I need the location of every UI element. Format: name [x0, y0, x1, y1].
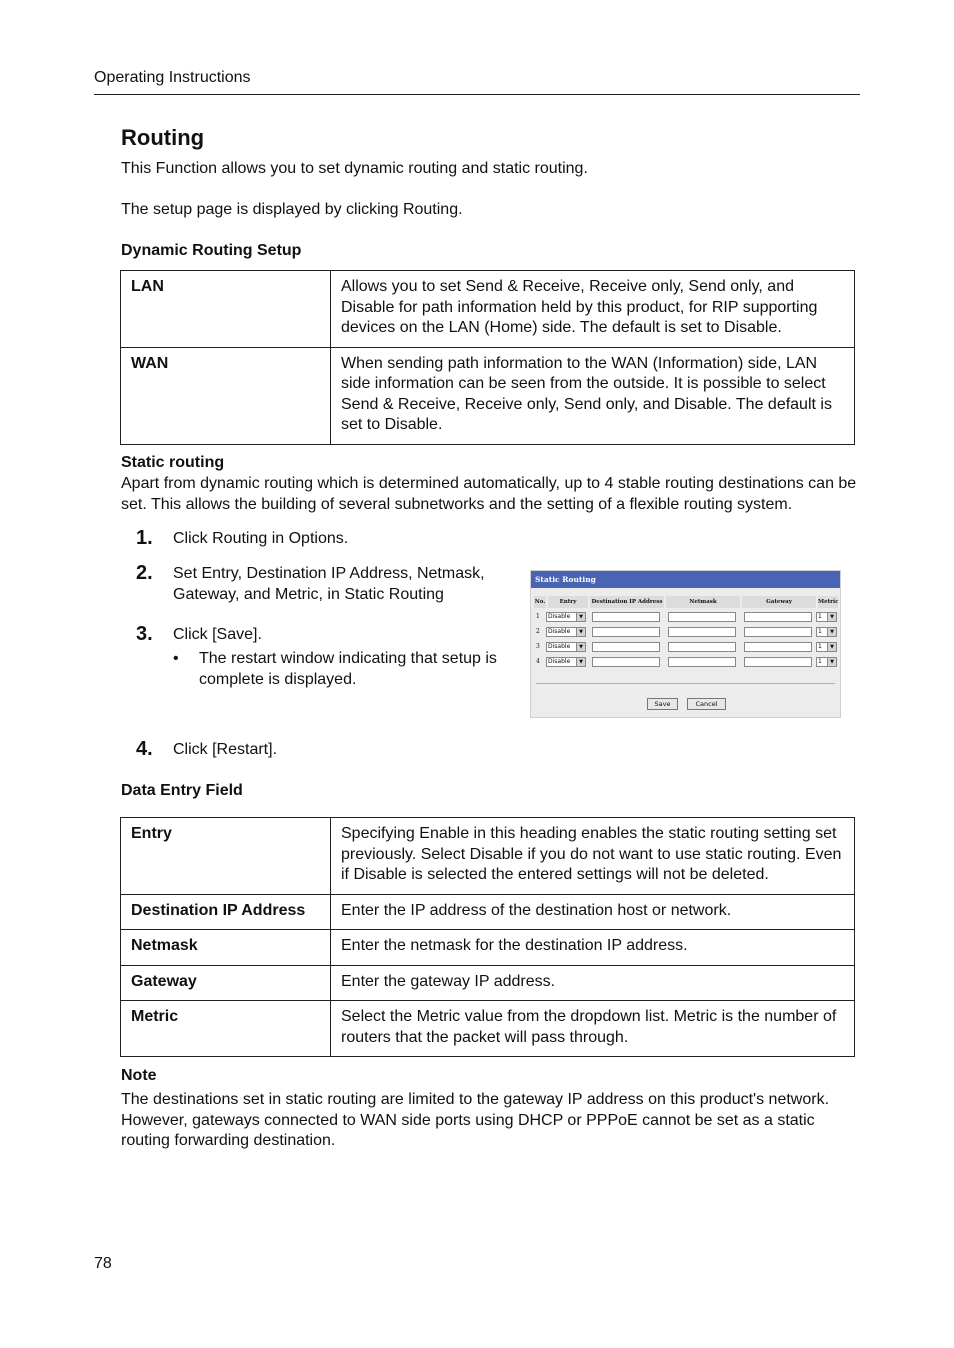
bullet-text: The restart window indicating that setup is complete is displayed.	[199, 650, 497, 688]
step-number: 1.	[136, 527, 153, 549]
row-number: 3	[536, 643, 540, 650]
note-text: The destinations set in static routing are limited to the gateway IP address on this product's network. However, gateways connected to WAN side ports using DHCP or PPPoE cannot be set as a static routing forwarding destination.	[121, 1091, 830, 1149]
row-value: Select the Metric value from the dropdown list. Metric is the number of routers that the packet will pass through.	[331, 1001, 855, 1057]
row-key: Entry	[121, 818, 331, 895]
metric-select[interactable]	[816, 627, 837, 637]
row-value: When sending path information to the WAN (Information) side, LAN side information can be seen from the outside. It is possible to select Send & Receive, Receive only, Send only, and Disable. The default is set to Disable.	[331, 347, 855, 444]
netmask-input[interactable]	[668, 642, 736, 652]
step-text: Click [Restart].	[173, 741, 278, 758]
entry-value: Disable	[548, 628, 571, 635]
gateway-input[interactable]	[744, 657, 812, 667]
col-header-entry: Entry	[548, 596, 588, 608]
static-routing-text: Apart from dynamic routing which is determined automatically, up to 4 stable routing destinations can be set. This allows the building of several subnetworks and the setting of a flexible routing system.	[121, 475, 857, 513]
row-value: Enter the gateway IP address.	[331, 965, 855, 1001]
row-number: 4	[536, 658, 540, 665]
dropdown-arrow-icon: ▼	[576, 643, 585, 651]
screenshot-title: Static Routing	[531, 571, 840, 588]
table-row	[121, 930, 855, 966]
row-key: Destination IP Address	[121, 894, 331, 930]
row-number: 2	[536, 628, 540, 635]
running-header: Operating Instructions	[94, 69, 251, 86]
metric-value: 1	[818, 658, 822, 665]
metric-select[interactable]	[816, 612, 837, 622]
destination-ip-input[interactable]	[592, 612, 660, 622]
dynamic-routing-heading: Dynamic Routing Setup	[121, 242, 302, 259]
row-key: LAN	[121, 271, 331, 348]
entry-value: Disable	[548, 643, 571, 650]
data-entry-heading: Data Entry Field	[121, 782, 243, 799]
dropdown-arrow-icon: ▼	[827, 628, 836, 636]
entry-select[interactable]	[546, 612, 586, 622]
step-text: Click Routing in Options.	[173, 530, 349, 547]
netmask-input[interactable]	[668, 627, 736, 637]
destination-ip-input[interactable]	[592, 627, 660, 637]
screenshot-divider	[536, 683, 835, 684]
static-routing-heading: Static routing	[121, 454, 225, 471]
cancel-button[interactable]: Cancel	[687, 698, 726, 710]
row-value: Enter the IP address of the destination host or network.	[331, 894, 855, 930]
metric-select[interactable]	[816, 642, 837, 652]
static-routing-screenshot	[530, 570, 841, 718]
metric-value: 1	[818, 628, 822, 635]
col-header-metric: Metric	[818, 596, 838, 608]
page-title: Routing	[121, 125, 205, 150]
dynamic-routing-table	[120, 270, 855, 445]
gateway-input[interactable]	[744, 642, 812, 652]
row-value: Enter the netmask for the destination IP address.	[331, 930, 855, 966]
dropdown-arrow-icon: ▼	[827, 613, 836, 621]
col-header-gateway: Gateway	[742, 596, 816, 608]
dropdown-arrow-icon: ▼	[576, 628, 585, 636]
col-header-no: No.	[534, 596, 546, 608]
table-row	[121, 347, 855, 444]
col-header-destination: Destination IP Address	[590, 596, 664, 608]
note-heading: Note	[121, 1067, 157, 1084]
table-row	[121, 894, 855, 930]
step-number: 3.	[136, 623, 153, 645]
row-value: Allows you to set Send & Receive, Receive only, Send only, and Disable for path information held by this product, for RIP supporting devices on the LAN (Home) side. The default is set to Disable.	[331, 271, 855, 348]
row-key: Netmask	[121, 930, 331, 966]
entry-select[interactable]	[546, 627, 586, 637]
intro-paragraph-2: The setup page is displayed by clicking Routing.	[121, 201, 463, 218]
step-text: Click [Save].	[173, 626, 262, 643]
table-row	[121, 1001, 855, 1057]
entry-select[interactable]	[546, 642, 586, 652]
gateway-input[interactable]	[744, 627, 812, 637]
metric-select[interactable]	[816, 657, 837, 667]
row-number: 1	[536, 613, 540, 620]
col-header-netmask: Netmask	[666, 596, 740, 608]
netmask-input[interactable]	[668, 657, 736, 667]
destination-ip-input[interactable]	[592, 657, 660, 667]
row-key: WAN	[121, 347, 331, 444]
table-row	[121, 818, 855, 895]
row-key: Gateway	[121, 965, 331, 1001]
page-number: 78	[94, 1255, 112, 1272]
step-number: 4.	[136, 738, 153, 760]
table-row	[121, 271, 855, 348]
save-button[interactable]: Save	[647, 698, 678, 710]
entry-select[interactable]	[546, 657, 586, 667]
row-key: Metric	[121, 1001, 331, 1057]
entry-value: Disable	[548, 613, 571, 620]
dropdown-arrow-icon: ▼	[576, 613, 585, 621]
step-text: Set Entry, Destination IP Address, Netmask, Gateway, and Metric, in Static Routing	[173, 565, 485, 603]
bullet-dot: •	[173, 650, 179, 667]
entry-value: Disable	[548, 658, 571, 665]
data-entry-table	[120, 817, 855, 1057]
dropdown-arrow-icon: ▼	[576, 658, 585, 666]
row-value: Specifying Enable in this heading enables the static routing setting set previously. Select Disable if you do not want to use static routing. Even if Disable is selected the entered settings will not be deleted.	[331, 818, 855, 895]
intro-paragraph-1: This Function allows you to set dynamic routing and static routing.	[121, 160, 588, 177]
dropdown-arrow-icon: ▼	[827, 643, 836, 651]
step-number: 2.	[136, 562, 153, 584]
dropdown-arrow-icon: ▼	[827, 658, 836, 666]
metric-value: 1	[818, 613, 822, 620]
gateway-input[interactable]	[744, 612, 812, 622]
netmask-input[interactable]	[668, 612, 736, 622]
metric-value: 1	[818, 643, 822, 650]
table-row	[121, 965, 855, 1001]
destination-ip-input[interactable]	[592, 642, 660, 652]
header-rule	[94, 94, 860, 95]
